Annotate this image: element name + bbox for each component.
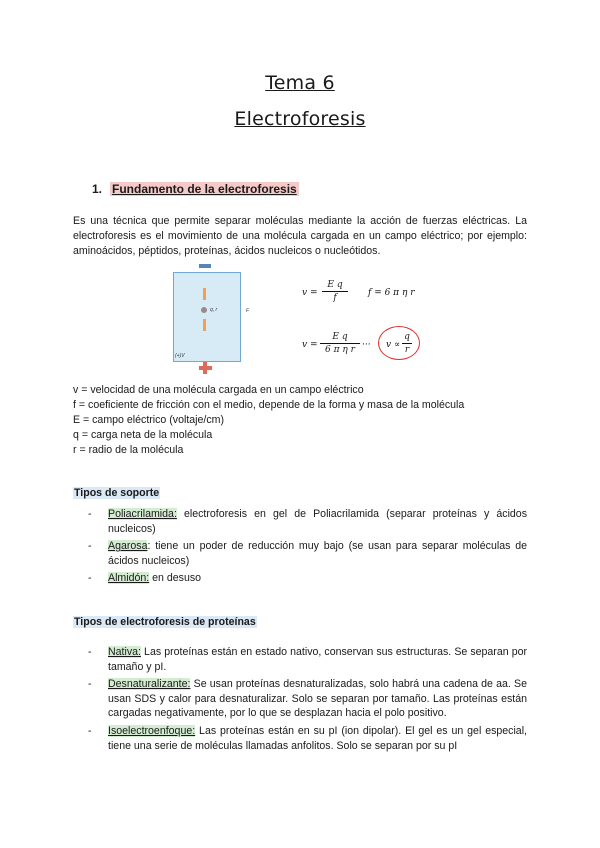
eq3-dots: ···: [362, 340, 371, 350]
term-agarosa: Agarosa: [108, 540, 148, 553]
definition-line: v = velocidad de una molécula cargada en un campo eléctrico: [73, 384, 364, 396]
term-nativa: Nativa:: [108, 646, 141, 658]
list-item: [88, 539, 527, 568]
intro-paragraph: Es una técnica que permite separar moléculas mediante la acción de fuerzas eléctricas. La electroforesis es el movimiento de una molécula cargada en un campo eléctrico; por ejemplo: aminoácidos, péptidos, proteínas, ácidos nucleicos o nucleótidos.: [73, 215, 527, 257]
term-isoelectroenfoque: Isoelectroenfoque:: [108, 724, 196, 737]
corner-label: (+)V: [175, 353, 185, 359]
eq1-numerator: E q: [327, 280, 343, 290]
field-label: F: [246, 308, 250, 314]
arrow-down-icon: [203, 319, 206, 331]
eq1-denominator: f: [333, 293, 337, 303]
eq4-numerator: q: [404, 332, 410, 342]
list-item: [88, 724, 527, 753]
item-text: Las proteínas están en estado nativo, conservan sus estructuras. Se separan por tamaño y pI.: [108, 646, 527, 673]
charge-label: q, r: [210, 307, 218, 313]
term-desnaturalizante: Desnaturalizante:: [108, 678, 191, 691]
term-poliacrilamida: Poliacrilamida:: [108, 508, 177, 520]
molecule-dot: [201, 307, 207, 313]
definition-line: f = coeficiente de fricción con el medio, depende de la forma y masa de la molécula: [73, 399, 465, 411]
bullet-dash: -: [88, 724, 92, 737]
bullet-dash: -: [88, 646, 92, 658]
proteinas-list: [88, 645, 527, 756]
eq3-numerator: E q: [332, 332, 348, 342]
section-number: 1.: [92, 182, 103, 196]
section-heading-fundamento: [92, 182, 299, 196]
term-almidon: Almidón:: [108, 572, 150, 585]
list-item: [88, 645, 527, 674]
item-text: electroforesis en gel de Poliacrilamida (separar proteínas y ácidos nucleicos): [108, 508, 527, 535]
heading-tipos-electroforesis-proteinas: Tipos de electroforesis de proteínas: [74, 616, 256, 628]
eq1-lhs: v =: [302, 288, 318, 298]
eq1-fraction: [322, 280, 348, 303]
item-text: Se usan proteínas desnaturalizadas, solo habrá una cadena de aa. Se usan SDS y calor para desnaturalizar. Solo se separan por tamaño. Las proteínas están cargadas negativamente, por lo que se desplazan hacia el polo positivo.: [108, 678, 527, 720]
electrophoresis-chamber: [173, 272, 241, 362]
positive-electrode-icon-bar: [203, 362, 207, 374]
item-text: Las proteínas están en su pI (ion dipolar). El gel es un gel especial, tiene una serie de moléculas llamadas anfolitos. Solo se separan por su pI: [108, 724, 527, 752]
page-subtitle: Electroforesis: [234, 108, 366, 130]
eq2: f = 6 π η r: [368, 288, 415, 298]
eq4-denominator: r: [404, 345, 410, 355]
section-heading-text: Fundamento de la electroforesis: [112, 182, 297, 196]
list-item: [88, 571, 527, 586]
bullet-dash: -: [88, 540, 92, 553]
negative-electrode-icon: [199, 264, 211, 268]
bullet-dash: -: [88, 572, 92, 585]
definition-line: q = carga neta de la molécula: [73, 429, 213, 441]
list-item: [88, 507, 527, 536]
list-item: [88, 677, 527, 721]
eq4-lhs: v ∝: [386, 340, 401, 350]
bullet-dash: -: [88, 678, 92, 691]
page-title: Tema 6: [265, 72, 335, 94]
item-text: en desuso: [149, 572, 202, 585]
heading-tipos-soporte: Tipos de soporte: [74, 487, 160, 499]
arrow-up-icon: [203, 288, 206, 300]
soporte-list: [88, 507, 527, 589]
definitions-list: [73, 383, 464, 458]
eq3-lhs: v =: [302, 340, 318, 350]
fraction-bar: [322, 291, 348, 292]
definition-line: r = radio de la molécula: [73, 444, 184, 456]
electrophoresis-figure: [150, 262, 450, 382]
eq4-fraction: [402, 332, 412, 355]
eq3-fraction: [320, 332, 360, 355]
definition-line: E = campo eléctrico (voltaje/cm): [73, 414, 225, 426]
item-text: : tiene un poder de reducción muy bajo (se usan para separar moléculas de ácidos nucleicos): [108, 540, 527, 567]
eq3-denominator: 6 π η r: [325, 345, 355, 355]
fraction-bar: [320, 343, 360, 344]
fraction-bar: [402, 343, 412, 344]
bullet-dash: -: [88, 508, 92, 520]
